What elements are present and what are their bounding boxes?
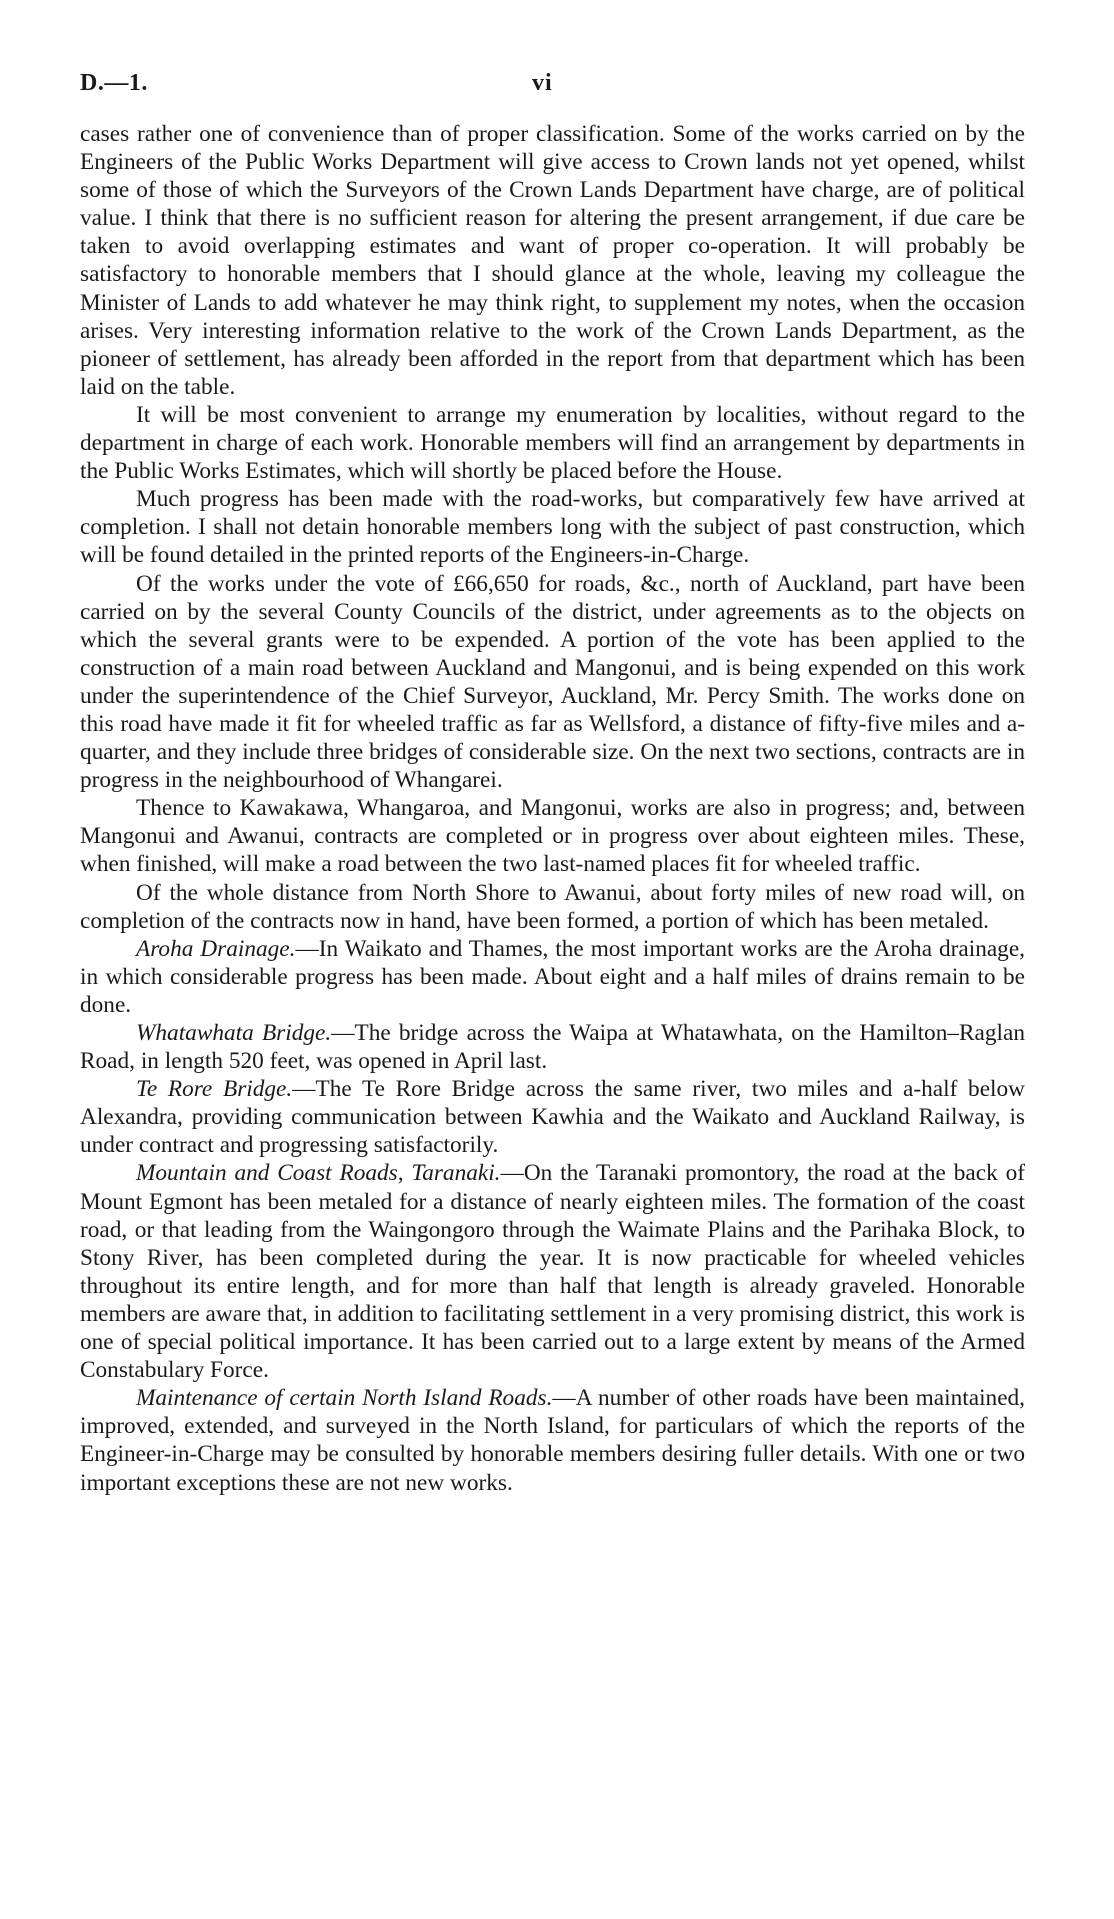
paragraph-text: —A number of other roads have been maintained, improved, extended, and surveyed in the North Island, for particulars of which the reports of the Engineer-in-Charge may be consulted by honorable members desiring fuller details. With one or two important exceptions these are not new works.: [80, 1385, 1026, 1496]
paragraph-6: [80, 879, 1025, 935]
paragraph-text: Of the works under the vote of £66,650 for roads, &c., north of Auckland, part have been carried on by the several County Councils of the district, under agreements as to the objects on which the several grants were to be expended. A portion of the vote has been applied to the construction of a main road between Auckland and Mangonui, and is being expended on this work under the superintendence of the Chief Surveyor, Auckland, Mr. Percy Smith. The works done on this road have made it fit for wheeled traffic as far as Wellsford, a distance of fifty-five miles and a-quarter, and they include three bridges of considerable size. On the next two sections, contracts are in progress in the neighbourhood of Whangarei.: [80, 570, 1025, 794]
paragraph-te-rore-bridge: [80, 1075, 1025, 1159]
section-heading: Aroha Drainage.: [136, 935, 296, 962]
paragraph-5: [80, 794, 1025, 878]
paragraph-text: —The Te Rore Bridge across the same river, two miles and a-half below Alexandra, providing communication between Kawhia and the Waikato and Auckland Railway, is under contract and progressing satisfactorily.: [80, 1076, 1025, 1159]
paragraph-text: —On the Taranaki promontory, the road at the back of Mount Egmont has been metaled for a distance of nearly eighteen miles. The formation of the coast road, or that leading from the Waingongoro through the Waimate Plains and the Parihaka Block, to Stony River, has been completed during the year. It is now practicable for wheeled vehicles throughout its entire length, and for more than half that length is already graveled. Honorable members are aware that, in addition to facilitating settlement in a very promising district, this work is one of special political importance. It has been carried out to a large extent by means of the Armed Constabulary Force.: [80, 1160, 1025, 1384]
paragraph-whatawhata-bridge: [80, 1019, 1025, 1075]
paragraph-4: [80, 570, 1025, 795]
paragraph-text: —In Waikato and Thames, the most important works are the Aroha drainage, in which considerable progress has been made. About eight and a half miles of drains remain to be done.: [80, 935, 1025, 1018]
paragraph-maintenance-roads: [80, 1384, 1025, 1496]
paragraph-text: —The bridge across the Waipa at Whatawhata, on the Hamilton–Raglan Road, in length 520 feet, was opened in April last.: [80, 1020, 1025, 1075]
section-heading: Te Rore Bridge.: [136, 1076, 293, 1103]
section-heading: Mountain and Coast Roads, Taranaki.: [136, 1160, 501, 1187]
paragraph-text: Of the whole distance from North Shore to Awanui, about forty miles of new road will, on completion of the contracts now in hand, have been formed, a portion of which has been metaled.: [80, 879, 1025, 934]
paragraph-1: [80, 120, 1025, 401]
page-header: [80, 70, 1025, 110]
paragraph-3: [80, 485, 1025, 569]
document-reference: D.—1.: [80, 70, 148, 96]
paragraph-text: cases rather one of convenience than of proper classification. Some of the works carried on by the Engineers of the Public Works Department will give access to Crown lands not yet opened, whilst some of those of which the Surveyors of the Crown Lands Department have charge, are of political value. I think that there is no sufficient reason for altering the present arrangement, if due care be taken to avoid overlapping estimates and want of proper co-operation. It will probably be satisfactory to honorable members that I should glance at the whole, leaving my colleague the Minister of Lands to add whatever he may think right, to supplement my notes, when the occasion arises. Very interesting information relative to the work of the Crown Lands Department, as the pioneer of settlement, has already been afforded in the report from that department which has been laid on the table.: [80, 121, 1025, 400]
body-text: [80, 120, 1025, 1497]
page-number: vi: [532, 70, 553, 96]
section-heading: Whatawhata Bridge.: [136, 1020, 332, 1046]
paragraph-text: Much progress has been made with the road-works, but comparatively few have arrived at completion. I shall not detain honorable members long with the subject of past construction, which will be found detailed in the printed reports of the Engineers-in-Charge.: [80, 486, 1025, 569]
paragraph-aroha-drainage: [80, 935, 1025, 1019]
paragraph-2: [80, 401, 1025, 485]
paragraph-text: It will be most convenient to arrange my enumeration by localities, without regard to the department in charge of each work. Honorable members will find an arrangement by departments in the Public Works Estimates, which will shortly be placed before the House.: [80, 401, 1025, 485]
paragraph-taranaki-roads: [80, 1159, 1025, 1384]
document-page: [80, 70, 1025, 1497]
paragraph-text: Thence to Kawakawa, Whangaroa, and Mangonui, works are also in progress; and, between Mangonui and Awanui, contracts are completed or in progress over about eighteen miles. These, when finished, will make a road between the two last-named places fit for wheeled traffic.: [80, 795, 1025, 878]
section-heading: Maintenance of certain North Island Roads.: [136, 1385, 553, 1412]
